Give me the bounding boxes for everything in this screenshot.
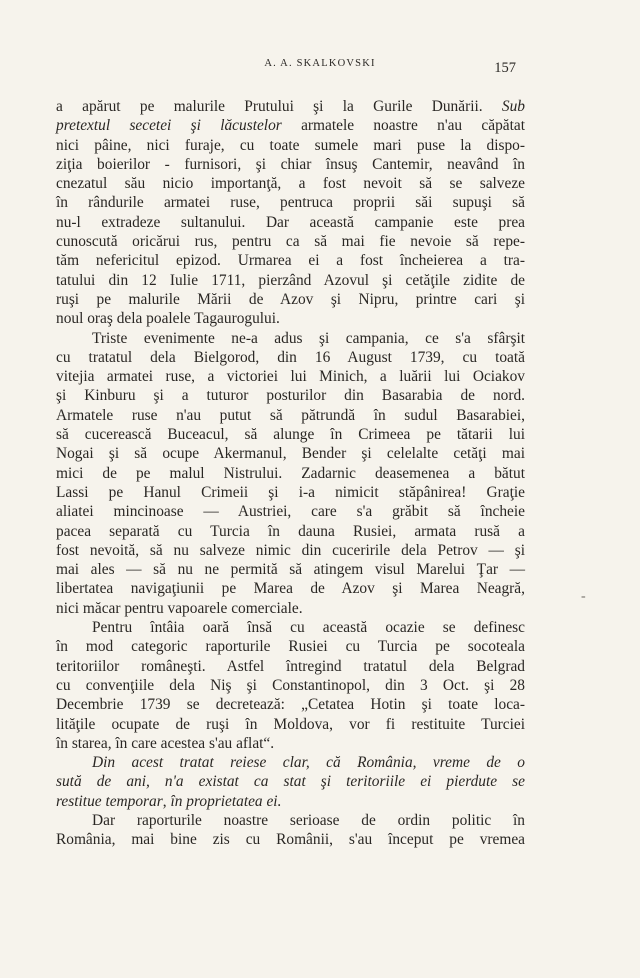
text-segment: , <box>162 792 171 810</box>
text-line <box>56 715 525 734</box>
text-line <box>56 271 525 290</box>
page-number: 157 <box>494 60 516 76</box>
text-line <box>56 522 525 541</box>
text-segment: a apărut pe malurile Prutului şi la Gurile Dunării. <box>56 98 502 115</box>
text-segment: Lassi pe Hanul Crimeii şi i-a nimicit stăpânirea! Graţie <box>56 483 525 501</box>
text-line <box>56 695 525 714</box>
text-line <box>56 618 525 637</box>
text-line <box>56 772 525 791</box>
text-segment: ziţia boierilor - furnisori, şi chiar însuş Cantemir, neavând în <box>56 155 525 173</box>
text-line <box>56 541 525 560</box>
text-line <box>56 425 525 444</box>
text-line <box>56 599 525 618</box>
text-segment: Nogai şi să ocupe Akermanul, Bender şi celelalte cetăţi mai <box>56 445 525 463</box>
text-line <box>56 676 525 695</box>
text-line <box>56 502 525 521</box>
italic-text-segment: pretextul secetei şi lăcustelor <box>56 117 282 135</box>
text-line <box>56 753 525 772</box>
text-line <box>56 830 525 849</box>
text-segment: teritoriilor româneşti. Astfel întregind tratatul dela Belgrad <box>56 657 525 675</box>
text-line <box>56 560 525 579</box>
text-segment: pacea separată cu Turcia în dauna Rusiei, armata rusă a <box>56 522 525 540</box>
text-segment: fost nevoită, să nu salveze nimic din cuceririle dela Petrov — şi <box>56 541 525 559</box>
text-line <box>56 348 525 367</box>
text-line <box>56 657 525 676</box>
text-line <box>56 251 525 270</box>
text-segment: Dar raporturile noastre serioase de ordin politic în <box>92 811 525 829</box>
text-segment: Decembrie 1739 se decretează: „Cetatea Hotin şi toate loca- <box>56 696 525 714</box>
text-segment: nici pâine, nici furaje, cu toate sumele mari puse la dispo- <box>56 136 525 154</box>
text-segment: nu-l extradeze sultanului. Dar această campanie este prea <box>56 213 525 231</box>
text-segment: să cucerească Buceacul, să alunge în Crimeea pe tătarii lui <box>56 426 525 444</box>
text-segment: cnezatul său nicio importanţă, a fost nevoit să se salveze <box>56 175 525 193</box>
text-segment: libertatea navigaţiunii pe Marea de Azov şi Marea Neagră, <box>56 580 525 598</box>
text-line <box>56 811 525 830</box>
text-line <box>56 579 525 598</box>
text-segment: aliatei mincinoase — Austriei, care s'a grăbit să încheie <box>56 503 525 521</box>
text-line <box>56 193 525 212</box>
text-segment: cu tratatul dela Bielgorod, din 16 August 1739, cu toată <box>56 348 525 366</box>
text-segment: noul oraş dela poalele Tagaurogului. <box>56 310 280 328</box>
italic-text-segment: sută de ani, n'a existat ca stat şi teritoriile ei pierdute se <box>56 773 525 791</box>
text-segment: şi Kinburu şi a tuturor posturilor din Basarabia de nord. <box>56 387 525 405</box>
text-segment: cu convenţiile dela Niş şi Constantinopol, din 3 Oct. şi 28 <box>56 676 525 694</box>
text-segment: ruşi pe malurile Mării de Azov şi Nipru, printre cari şi <box>56 290 525 308</box>
text-segment: mai ales — să nu ne permită să atingem visul Marelui Ţar — <box>56 561 525 579</box>
italic-text-segment: în proprietatea ei. <box>170 792 282 810</box>
text-segment: tăm nefericitul epizod. Urmarea ei a fost încheierea a tra- <box>56 252 525 270</box>
text-line <box>56 637 525 656</box>
text-segment: Pentru întâia oară însă cu această ocazie se definesc <box>92 619 525 637</box>
text-segment: în starea, în care acestea s'au aflat“. <box>56 734 275 752</box>
text-line <box>56 792 525 811</box>
text-segment: tatului din 12 Iulie 1711, pierzând Azovul şi cetăţile zidite de <box>56 271 525 289</box>
text-line <box>56 155 525 174</box>
text-line <box>56 367 525 386</box>
text-line <box>56 174 525 193</box>
italic-text-segment: Sub <box>501 98 525 115</box>
text-line <box>56 464 525 483</box>
margin-mark: - <box>581 589 586 604</box>
text-segment: cunoscută oricărui rus, pentru ca să mai fie nevoie să repe- <box>56 233 525 251</box>
text-segment: mici de pe malul Nistrului. Zadarnic deasemenea a bătut <box>56 464 525 482</box>
body-text <box>56 97 525 850</box>
text-segment: armatele noastre n'au căpătat <box>281 117 526 135</box>
italic-text-segment: Din acest tratat reiese clar, că România, vreme de o <box>92 754 525 772</box>
text-line <box>56 329 525 348</box>
running-head: A. A. SKALKOVSKI <box>264 58 376 69</box>
text-line <box>56 290 525 309</box>
text-line <box>56 386 525 405</box>
italic-text-segment: restitue temporar <box>56 792 163 810</box>
text-line <box>56 97 525 116</box>
text-line <box>56 213 525 232</box>
text-segment: nici măcar pentru vapoarele comerciale. <box>56 599 303 617</box>
text-line <box>56 734 525 753</box>
text-segment: România, mai bine zis cu Românii, s'au început pe vremea <box>56 831 525 849</box>
text-segment: Triste evenimente ne-a adus şi campania, ce s'a sfârşit <box>92 329 525 347</box>
text-line <box>56 136 525 155</box>
text-line <box>56 309 525 328</box>
page-header <box>0 56 640 76</box>
text-segment: în rândurile armatei ruse, pentruca proprii săi supuşi să <box>56 194 525 212</box>
text-segment: în mod categoric raporturile Rusiei cu Turcia pe socoteala <box>56 638 525 656</box>
text-line <box>56 483 525 502</box>
text-line <box>56 116 525 135</box>
text-line <box>56 406 525 425</box>
text-segment: vitejia armatei ruse, a victoriei lui Minich, a luării lui Ociakov <box>56 368 525 386</box>
text-segment: lităţile ocupate de ruşi în Moldova, vor fi restituite Turciei <box>56 715 525 733</box>
text-segment: Armatele ruse n'au putut să pătrundă în sudul Basarabiei, <box>56 406 525 424</box>
text-line <box>56 232 525 251</box>
text-line <box>56 444 525 463</box>
